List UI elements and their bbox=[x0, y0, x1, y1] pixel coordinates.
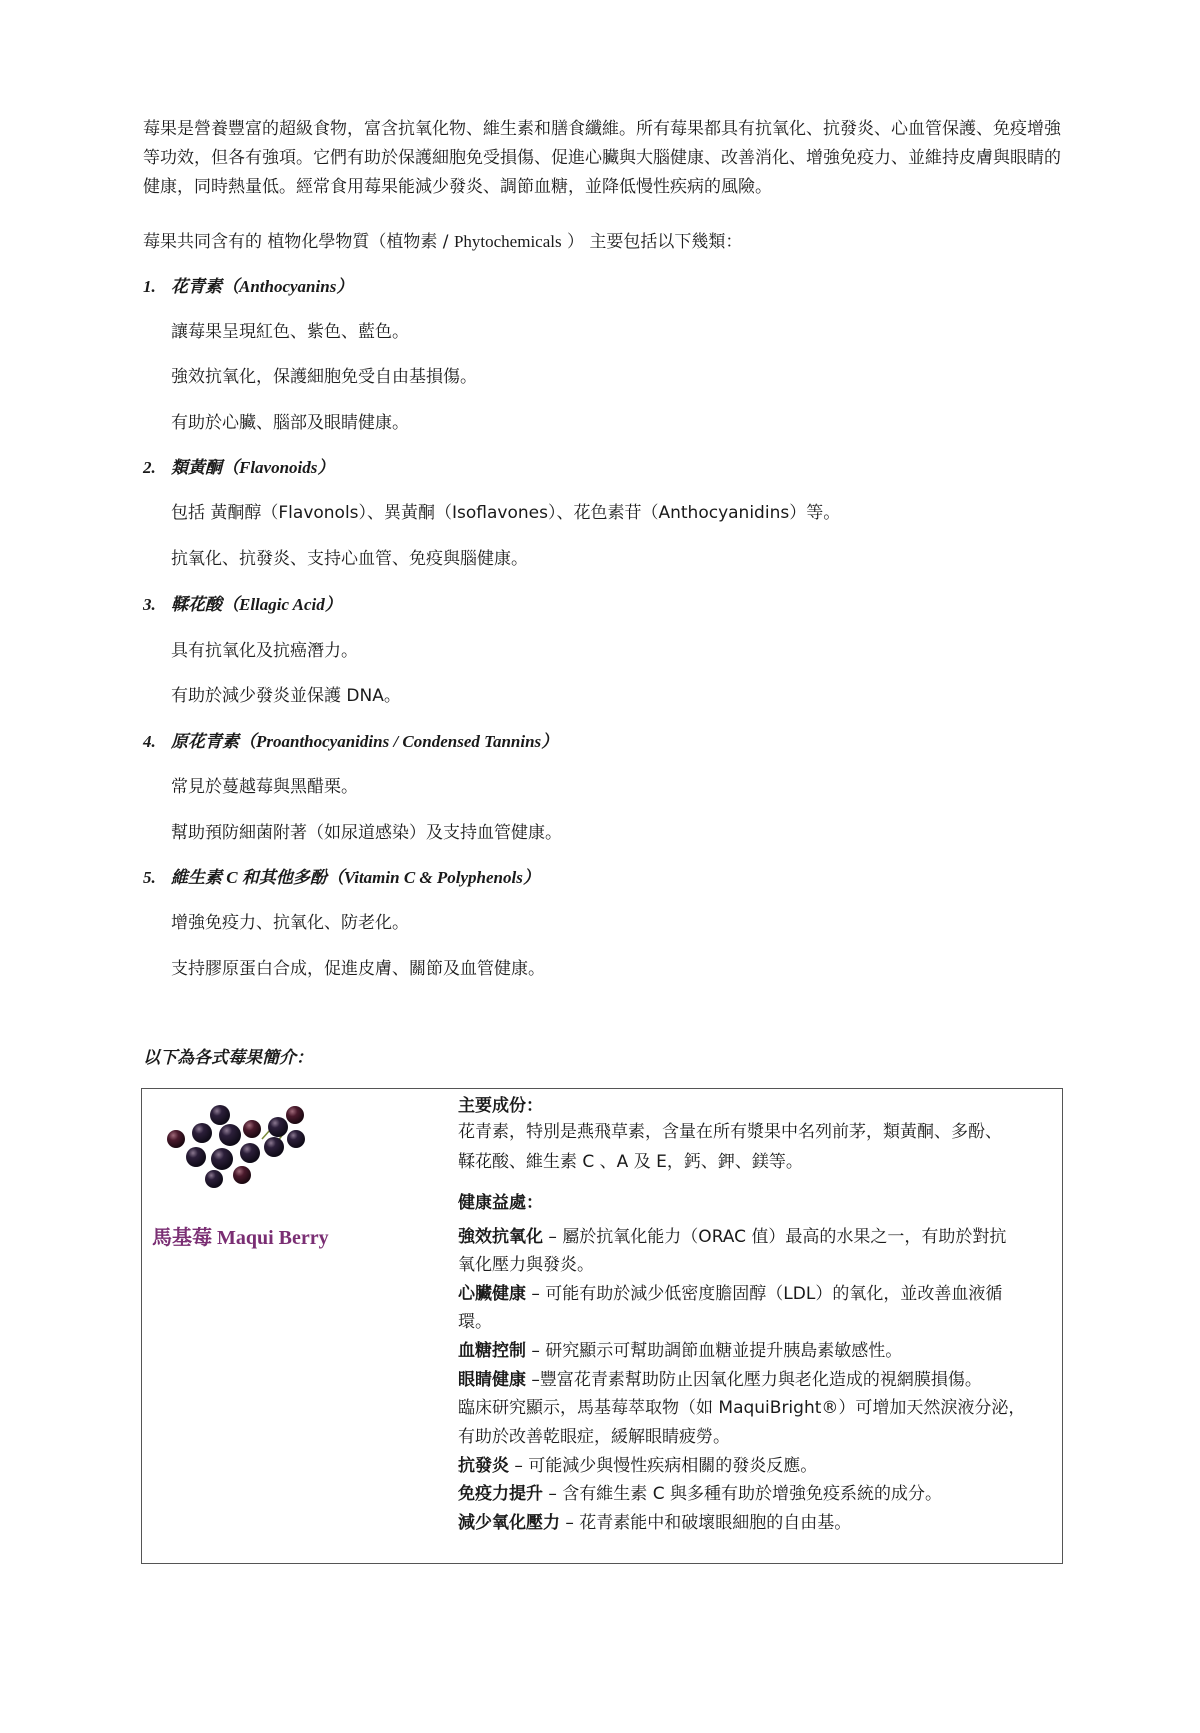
section-title: 維生素 C 和其他多酚（Vitamin C & Polyphenols） bbox=[171, 868, 540, 887]
benefit-line bbox=[458, 1282, 1002, 1306]
maqui-berry-image bbox=[152, 1099, 322, 1189]
benefit-line bbox=[458, 1339, 902, 1363]
benefit-label: 眼睛健康 bbox=[458, 1370, 526, 1390]
section-point: 包括 黃酮醇（Flavonols）、異黃酮（Isoflavones）、花色素苷（Anthocyanidins）等。 bbox=[171, 503, 841, 523]
section-number: 5. bbox=[143, 868, 156, 887]
benefit-text: – 可能有助於減少低密度膽固醇（LDL）的氧化，並改善血液循 bbox=[526, 1284, 1003, 1304]
section-point: 強效抗氧化，保護細胞免受自由基損傷。 bbox=[171, 367, 477, 387]
benefit-line bbox=[458, 1225, 1006, 1249]
berries-heading: 以下為各式莓果簡介： bbox=[143, 1048, 313, 1067]
benefit-line bbox=[458, 1454, 817, 1478]
section-heading-1 bbox=[143, 275, 353, 299]
benefit-line bbox=[458, 1425, 730, 1449]
section-point: 支持膠原蛋白合成，促進皮膚、關節及血管健康。 bbox=[171, 959, 545, 979]
section-point: 抗氧化、抗發炎、支持心血管、免疫與腦健康。 bbox=[171, 549, 528, 569]
benefit-label: 免疫力提升 bbox=[458, 1484, 543, 1504]
section-title: 類黃酮（Flavonoids） bbox=[171, 458, 335, 477]
benefit-line bbox=[458, 1310, 492, 1334]
benefit-line bbox=[458, 1396, 1025, 1420]
benefits-label: 健康益處： bbox=[458, 1193, 543, 1213]
section-heading-4 bbox=[143, 730, 558, 754]
benefit-text: 臨床研究顯示，馬基莓萃取物（如 MaquiBright®）可增加天然淚液分泌， bbox=[458, 1398, 1026, 1418]
section-point: 有助於減少發炎並保護 DNA。 bbox=[171, 686, 401, 706]
berry-name: 馬基莓 Maqui Berry bbox=[152, 1227, 329, 1249]
benefit-line bbox=[458, 1368, 982, 1392]
section-point: 有助於心臟、腦部及眼睛健康。 bbox=[171, 413, 409, 433]
section-number: 2. bbox=[143, 458, 156, 477]
section-heading-2 bbox=[143, 456, 334, 480]
section-point: 具有抗氧化及抗癌潛力。 bbox=[171, 641, 358, 661]
section-title: 花青素（Anthocyanins） bbox=[171, 277, 354, 296]
benefit-label: 心臟健康 bbox=[458, 1284, 526, 1304]
section-number: 1. bbox=[143, 277, 156, 296]
section-heading-3 bbox=[143, 593, 342, 617]
section-number: 4. bbox=[143, 732, 156, 751]
section-point: 常見於蔓越莓與黑醋栗。 bbox=[171, 777, 358, 797]
benefit-text: 環。 bbox=[458, 1312, 492, 1332]
benefit-text: –豐富花青素幫助防止因氧化壓力與老化造成的視網膜損傷。 bbox=[526, 1370, 982, 1390]
benefit-label: 強效抗氧化 bbox=[458, 1227, 543, 1247]
phytochemicals-intro-post: ） 主要包括以下幾類： bbox=[561, 232, 743, 252]
section-title: 原花青素（Proanthocyanidins / Condensed Tannins） bbox=[171, 732, 559, 751]
ingredients-line: 鞣花酸、維生素 C 、A 及 E，鈣、鉀、鎂等。 bbox=[458, 1152, 803, 1172]
benefit-text: 有助於改善乾眼症，緩解眼睛疲勞。 bbox=[458, 1427, 730, 1447]
benefit-line bbox=[458, 1482, 942, 1506]
phytochemicals-intro-pre: 莓果共同含有的 植物化學物質（植物素 / bbox=[143, 232, 454, 252]
benefit-line bbox=[458, 1511, 851, 1535]
benefit-label: 減少氧化壓力 bbox=[458, 1513, 560, 1533]
phytochemicals-intro bbox=[143, 230, 742, 254]
section-point: 幫助預防細菌附著（如尿道感染）及支持血管健康。 bbox=[171, 823, 562, 843]
ingredients-label: 主要成份： bbox=[458, 1096, 543, 1116]
benefit-label: 抗發炎 bbox=[458, 1456, 509, 1476]
intro-paragraph: 莓果是營養豐富的超級食物，富含抗氧化物、維生素和膳食纖維。所有莓果都具有抗氧化、抗發炎、心血管保護、免疫增強等功效，但各有強項。它們有助於保護細胞免受損傷、促進心臟與大腦健康、改善消化、增強免疫力、並維持皮膚與眼睛的健康，同時熱量低。經常食用莓果能減少發炎、調節血糖，並降低慢性疾病的風險。 bbox=[143, 119, 1061, 197]
benefit-line bbox=[458, 1253, 594, 1277]
benefit-text: – 花青素能中和破壞眼細胞的自由基。 bbox=[560, 1513, 852, 1533]
berry-card-maqui bbox=[141, 1088, 1063, 1564]
benefit-text: – 可能減少與慢性疾病相關的發炎反應。 bbox=[509, 1456, 818, 1476]
section-point: 讓莓果呈現紅色、紫色、藍色。 bbox=[171, 322, 409, 342]
section-heading-5 bbox=[143, 866, 540, 890]
phytochemicals-intro-en: Phytochemicals bbox=[453, 232, 562, 251]
ingredients-line: 花青素，特別是燕飛草素，含量在所有漿果中名列前茅，類黃酮、多酚、 bbox=[458, 1122, 1002, 1142]
benefit-text: – 屬於抗氧化能力（ORAC 值）最高的水果之一，有助於對抗 bbox=[543, 1227, 1007, 1247]
section-title: 鞣花酸（Ellagic Acid） bbox=[171, 595, 342, 614]
benefit-text: 氧化壓力與發炎。 bbox=[458, 1255, 594, 1275]
section-number: 3. bbox=[143, 595, 156, 614]
benefit-label: 血糖控制 bbox=[458, 1341, 526, 1361]
benefit-text: – 研究顯示可幫助調節血糖並提升胰島素敏感性。 bbox=[526, 1341, 903, 1361]
section-point: 增強免疫力、抗氧化、防老化。 bbox=[171, 913, 409, 933]
benefit-text: – 含有維生素 C 與多種有助於增強免疫系統的成分。 bbox=[543, 1484, 942, 1504]
